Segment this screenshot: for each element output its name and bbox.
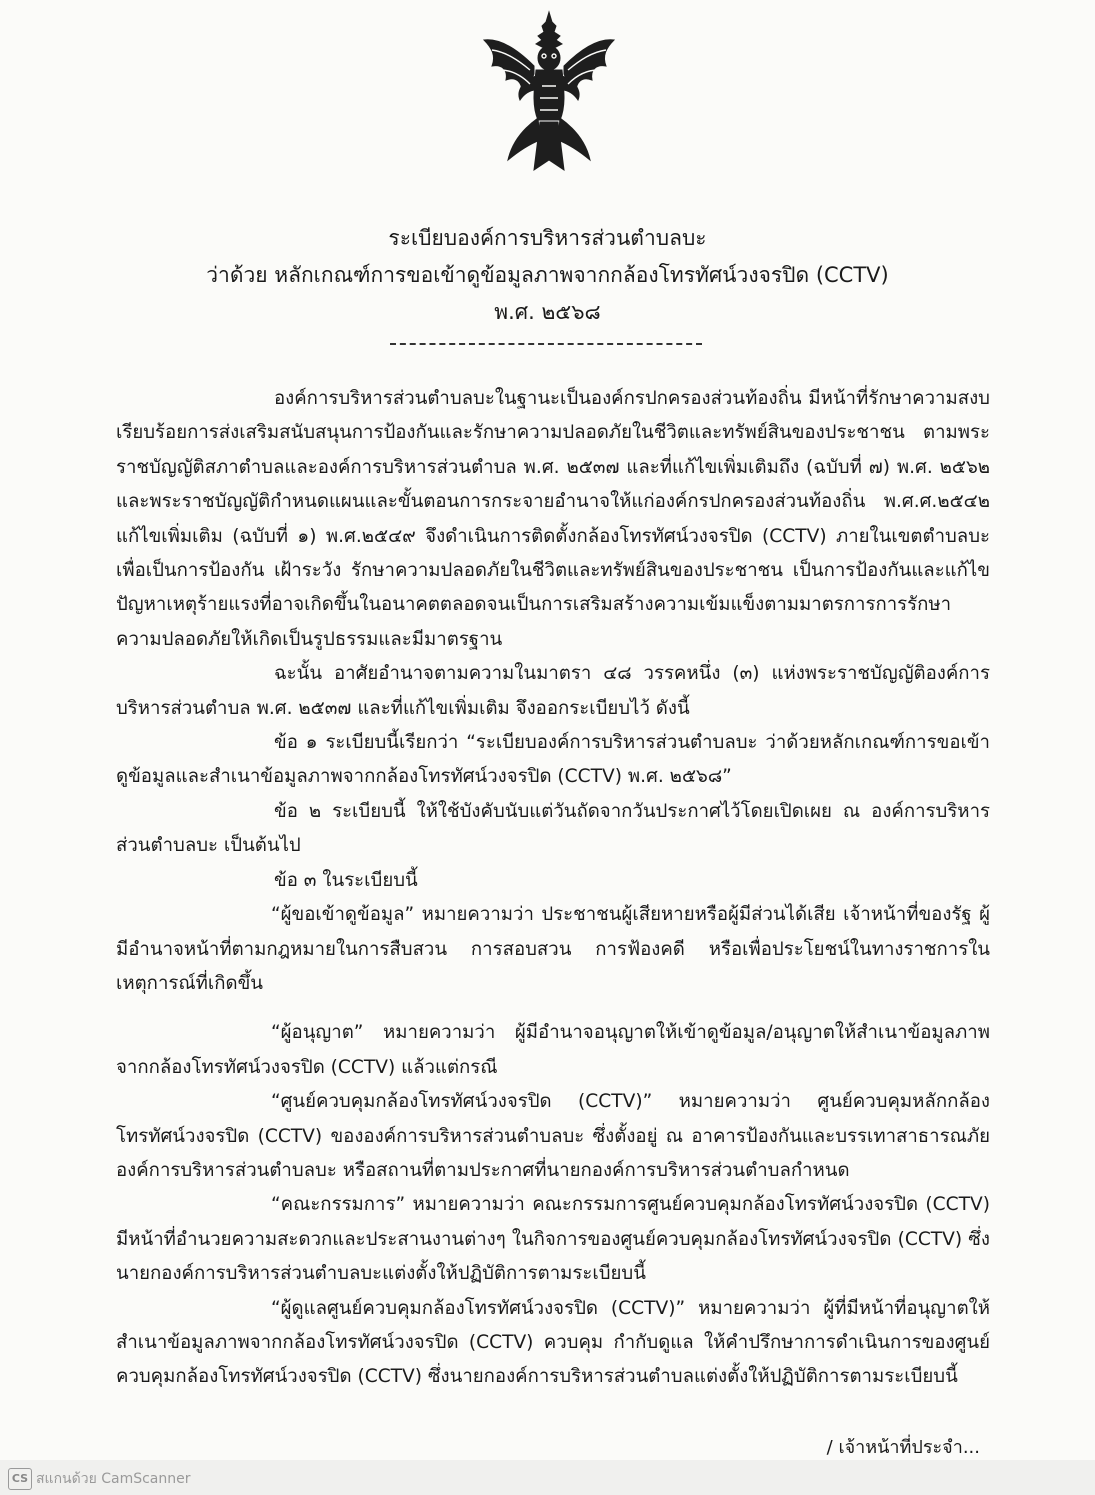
paragraph-authority: ฉะนั้น อาศัยอำนาจตามความในมาตรา ๔๘ วรรคหนึ่ง (๓) แห่งพระราชบัญญัติองค์การบริหารส่วนตำบล พ.ศ. ๒๕๓๗ และที่แก้ไขเพิ่มเติม จึงออกระเบียบไว้ ดังนี้ — [116, 663, 990, 719]
title-line-1: ระเบียบองค์การบริหารส่วนตำบลบะ — [388, 226, 707, 250]
scanner-footer — [0, 1460, 1095, 1495]
camscanner-logo-icon: CS — [8, 1468, 32, 1490]
garuda-emblem-icon — [478, 10, 620, 178]
document-body — [116, 382, 990, 1395]
definition-center-supervisor: “ผู้ดูแลศูนย์ควบคุมกล้องโทรทัศน์วงจรปิด (CCTV)” หมายความว่า ผู้ที่มีหน้าที่อนุญาตให้สำเนาข้อมูลภาพจากกล้องโทรทัศน์วงจรปิด (CCTV) ควบคุม กำกับดูแล ให้คำปรึกษาการดำเนินการของศูนย์ควบคุมกล้องโทรทัศน์วงจรปิด (CCTV) ซึ่งนายกองค์การบริหารส่วนตำบลแต่งตั้งให้ปฏิบัติการตามระเบียบนี้ — [116, 1297, 990, 1388]
definition-approver: “ผู้อนุญาต” หมายความว่า ผู้มีอำนาจอนุญาตให้เข้าดูข้อมูล/อนุญาตให้สำเนาข้อมูลภาพจากกล้องโทรทัศน์วงจรปิด (CCTV) แล้วแต่กรณี — [116, 1022, 990, 1078]
definition-committee: “คณะกรรมการ” หมายความว่า คณะกรรมการศูนย์ควบคุมกล้องโทรทัศน์วงจรปิด (CCTV) มีหน้าที่อำนวยความสะดวกและประสานงานต่างๆ ในกิจการของศูนย์ควบคุมกล้องโทรทัศน์วงจรปิด (CCTV) ซึ่งนายกองค์การบริหารส่วนตำบลบะแต่งตั้งให้ปฏิบัติการตามระเบียบนี้ — [116, 1194, 990, 1285]
paragraph-clause-1: ข้อ ๑ ระเบียบนี้เรียกว่า “ระเบียบองค์การบริหารส่วนตำบลบะ ว่าด้วยหลักเกณฑ์การขอเข้าดูข้อมูลและสำเนาข้อมูลภาพจากกล้องโทรทัศน์วงจรปิด (CCTV) พ.ศ. ๒๕๖๘” — [116, 732, 990, 788]
paragraph-clause-3: ข้อ ๓ ในระเบียบนี้ — [274, 869, 418, 891]
definition-requester: “ผู้ขอเข้าดูข้อมูล” หมายความว่า ประชาชนผู้เสียหายหรือผู้มีส่วนได้เสีย เจ้าหน้าที่ของรัฐ ผู้มีอำนาจหน้าที่ตามกฎหมายในการสืบสวน การสอบสวน การฟ้องคดี หรือเพื่อประโยชน์ในทางราชการในเหตุการณ์ที่เกิดขึ้น — [116, 904, 990, 994]
continuation-note: / เจ้าหน้าที่ประจำ... — [826, 1437, 980, 1458]
document-title — [0, 220, 1095, 331]
title-divider — [390, 343, 702, 345]
paragraph-clause-2: ข้อ ๒ ระเบียบนี้ ให้ใช้บังคับนับแต่วันถัดจากวันประกาศไว้โดยเปิดเผย ณ องค์การบริหารส่วนตำบลบะ เป็นต้นไป — [116, 800, 990, 857]
camscanner-label: สแกนด้วย CamScanner — [36, 1471, 191, 1487]
paragraph-preamble: องค์การบริหารส่วนตำบลบะในฐานะเป็นองค์กรปกครองส่วนท้องถิ่น มีหน้าที่รักษาความสงบเรียบร้อยการส่งเสริมสนับสนุนการป้องกันและรักษาความปลอดภัยในชีวิตและทรัพย์สินของประชาชน ตามพระราชบัญญัติสภาตำบลและองค์การบริหารส่วนตำบล พ.ศ. ๒๕๓๗ และที่แก้ไขเพิ่มเติมถึง (ฉบับที่ ๗) พ.ศ. ๒๕๖๒ และพระราชบัญญัติกำหนดแผนและขั้นตอนการกระจายอำนาจให้แก่องค์กรปกครองส่วนท้องถิ่น พ.ศ.ศ.๒๕๔๒ แก้ไขเพิ่มเติม (ฉบับที่ ๑) พ.ศ.๒๕๔๙ จึงดำเนินการติดตั้งกล้องโทรทัศน์วงจรปิด (CCTV) ภายในเขตตำบลบะ เพื่อเป็นการป้องกัน เฝ้าระวัง รักษาความปลอดภัยในชีวิตและทรัพย์สินของประชาชน เป็นการป้องกันและแก้ไขปัญหาเหตุร้ายแรงที่อาจเกิดขึ้นในอนาคตตลอดจนเป็นการเสริมสร้างความเข้มแข็งตามมาตรการการรักษาความปลอดภัยให้เกิดเป็นรูปธรรมและมีมาตรฐาน — [116, 388, 990, 650]
definition-control-center: “ศูนย์ควบคุมกล้องโทรทัศน์วงจรปิด (CCTV)” หมายความว่า ศูนย์ควบคุมหลักกล้องโทรทัศน์วงจรปิด (CCTV) ขององค์การบริหารส่วนตำบลบะ ซึ่งตั้งอยู่ ณ อาคารป้องกันและบรรเทาสาธารณภัย องค์การบริหารส่วนตำบลบะ หรือสถานที่ตามประกาศที่นายกองค์การบริหารส่วนตำบลกำหนด — [116, 1091, 990, 1181]
title-line-2: ว่าด้วย หลักเกณฑ์การขอเข้าดูข้อมูลภาพจากกล้องโทรทัศน์วงจรปิด (CCTV) — [206, 263, 889, 287]
title-line-3: พ.ศ. ๒๕๖๘ — [494, 300, 601, 324]
